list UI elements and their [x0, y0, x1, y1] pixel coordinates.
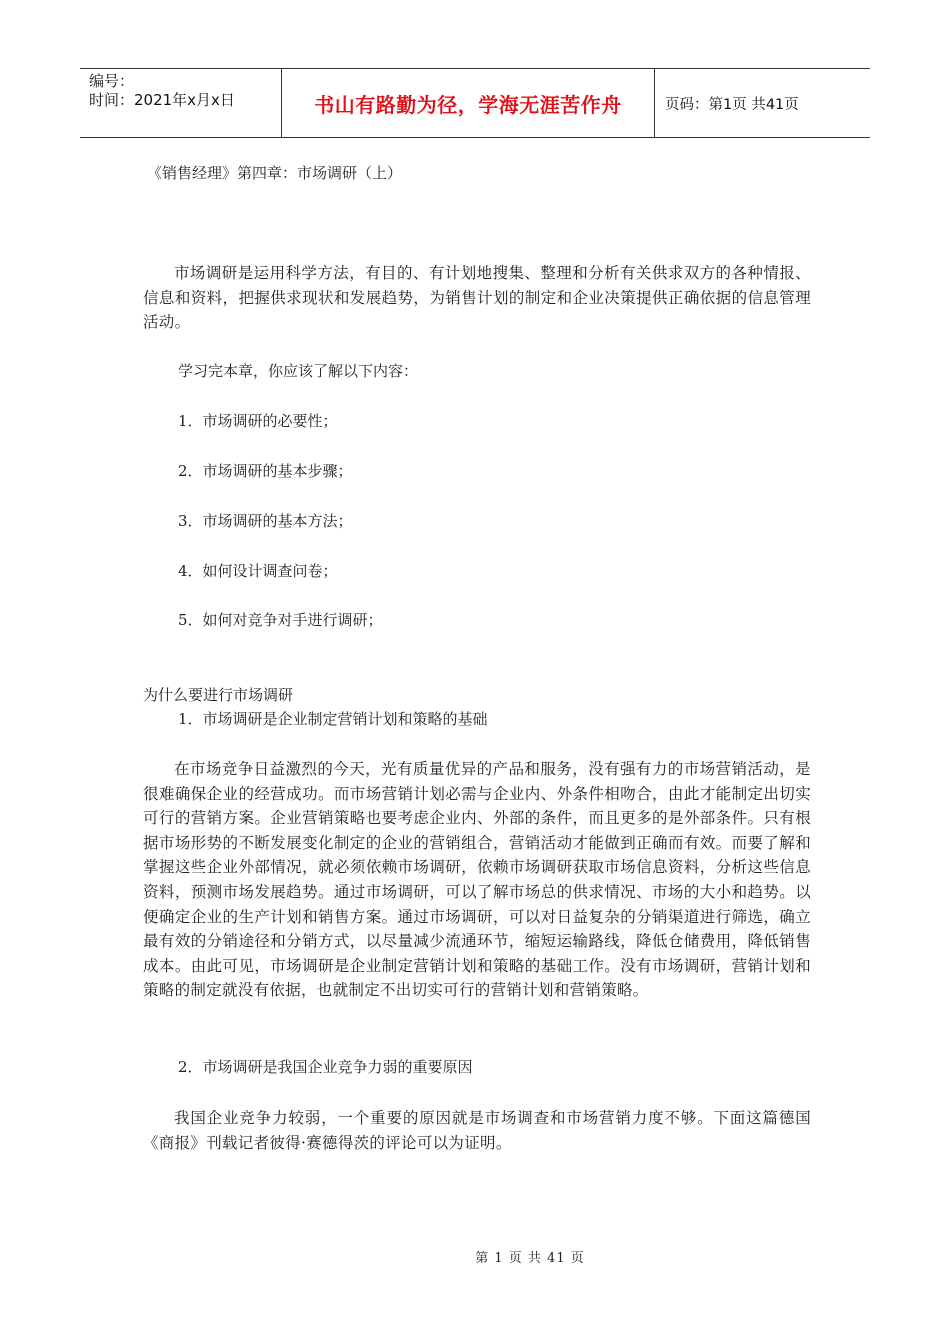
learn-item: 3．市场调研的基本方法； — [178, 512, 353, 530]
body-paragraph-1: 在市场竞争日益激烈的今天，光有质量优异的产品和服务，没有强有力的市场营销活动，是很难确保企业的经营成功。而市场营销计划必需与企业内、外条件相吻合，由此才能制定出切实可行的营销方案。企业营销策略也要考虑企业内、外部的条件，而且更多的是外部条件。只有根据市场形势的不断发展变化制定的企业的营销组合，营销活动才能做到正确而有效。而要了解和掌握这些企业外部情况，就必须依赖市场调研，依赖市场调研获取市场信息资料，分析这些信息资料，预测市场发展趋势。通过市场调研，可以了解市场总的供求情况、市场的大小和趋势。以便确定企业的生产计划和销售方案。通过市场调研，可以对日益复杂的分销渠道进行筛选，确立最有效的分销途径和分销方式，以尽量减少流通环节，缩短运输路线，降低仓储费用，降低销售成本。由此可见，市场调研是企业制定营销计划和策略的基础工作。没有市场调研，营销计划和策略的制定就没有依据，也就制定不出切实可行的营销计划和营销策略。 — [143, 760, 811, 1000]
subheading-2: 2．市场调研是我国企业竞争力弱的重要原因 — [178, 1058, 473, 1076]
learn-item: 5．如何对竞争对手进行调研； — [178, 611, 383, 629]
document-date-label: 时间：2021年x月x日 — [89, 91, 235, 109]
intro-paragraph: 市场调研是运用科学方法，有目的、有计划地搜集、整理和分析有关供求双方的各种情报、信息和资料，把握供求现状和发展趋势，为销售计划的制定和企业决策提供正确依据的信息管理活动。 — [143, 264, 811, 332]
page-footer: 第 1 页 共 41 页 — [475, 1251, 585, 1266]
body-paragraph-2: 我国企业竞争力较弱，一个重要的原因就是市场调查和市场营销力度不够。下面这篇德国《商报》刊载记者彼得·赛德得茨的评论可以为证明。 — [143, 1109, 811, 1152]
chapter-title: 《销售经理》第四章：市场调研（上） — [147, 164, 403, 182]
learn-item: 2．市场调研的基本步骤； — [178, 462, 353, 480]
header-motto: 书山有路勤为径，学海无涯苦作舟 — [282, 69, 655, 137]
subheading-1: 1．市场调研是企业制定营销计划和策略的基础 — [178, 710, 488, 728]
header-meta-cell — [80, 69, 282, 137]
learn-item: 4．如何设计调查问卷； — [178, 562, 338, 580]
document-number-label: 编号： — [89, 72, 135, 90]
learn-lead: 学习完本章，你应该了解以下内容： — [178, 362, 419, 380]
section-heading: 为什么要进行市场调研 — [143, 686, 294, 704]
learn-item: 1．市场调研的必要性； — [178, 412, 338, 430]
header-table — [80, 68, 870, 138]
header-page-info: 页码：第1页 共41页 — [665, 96, 799, 113]
